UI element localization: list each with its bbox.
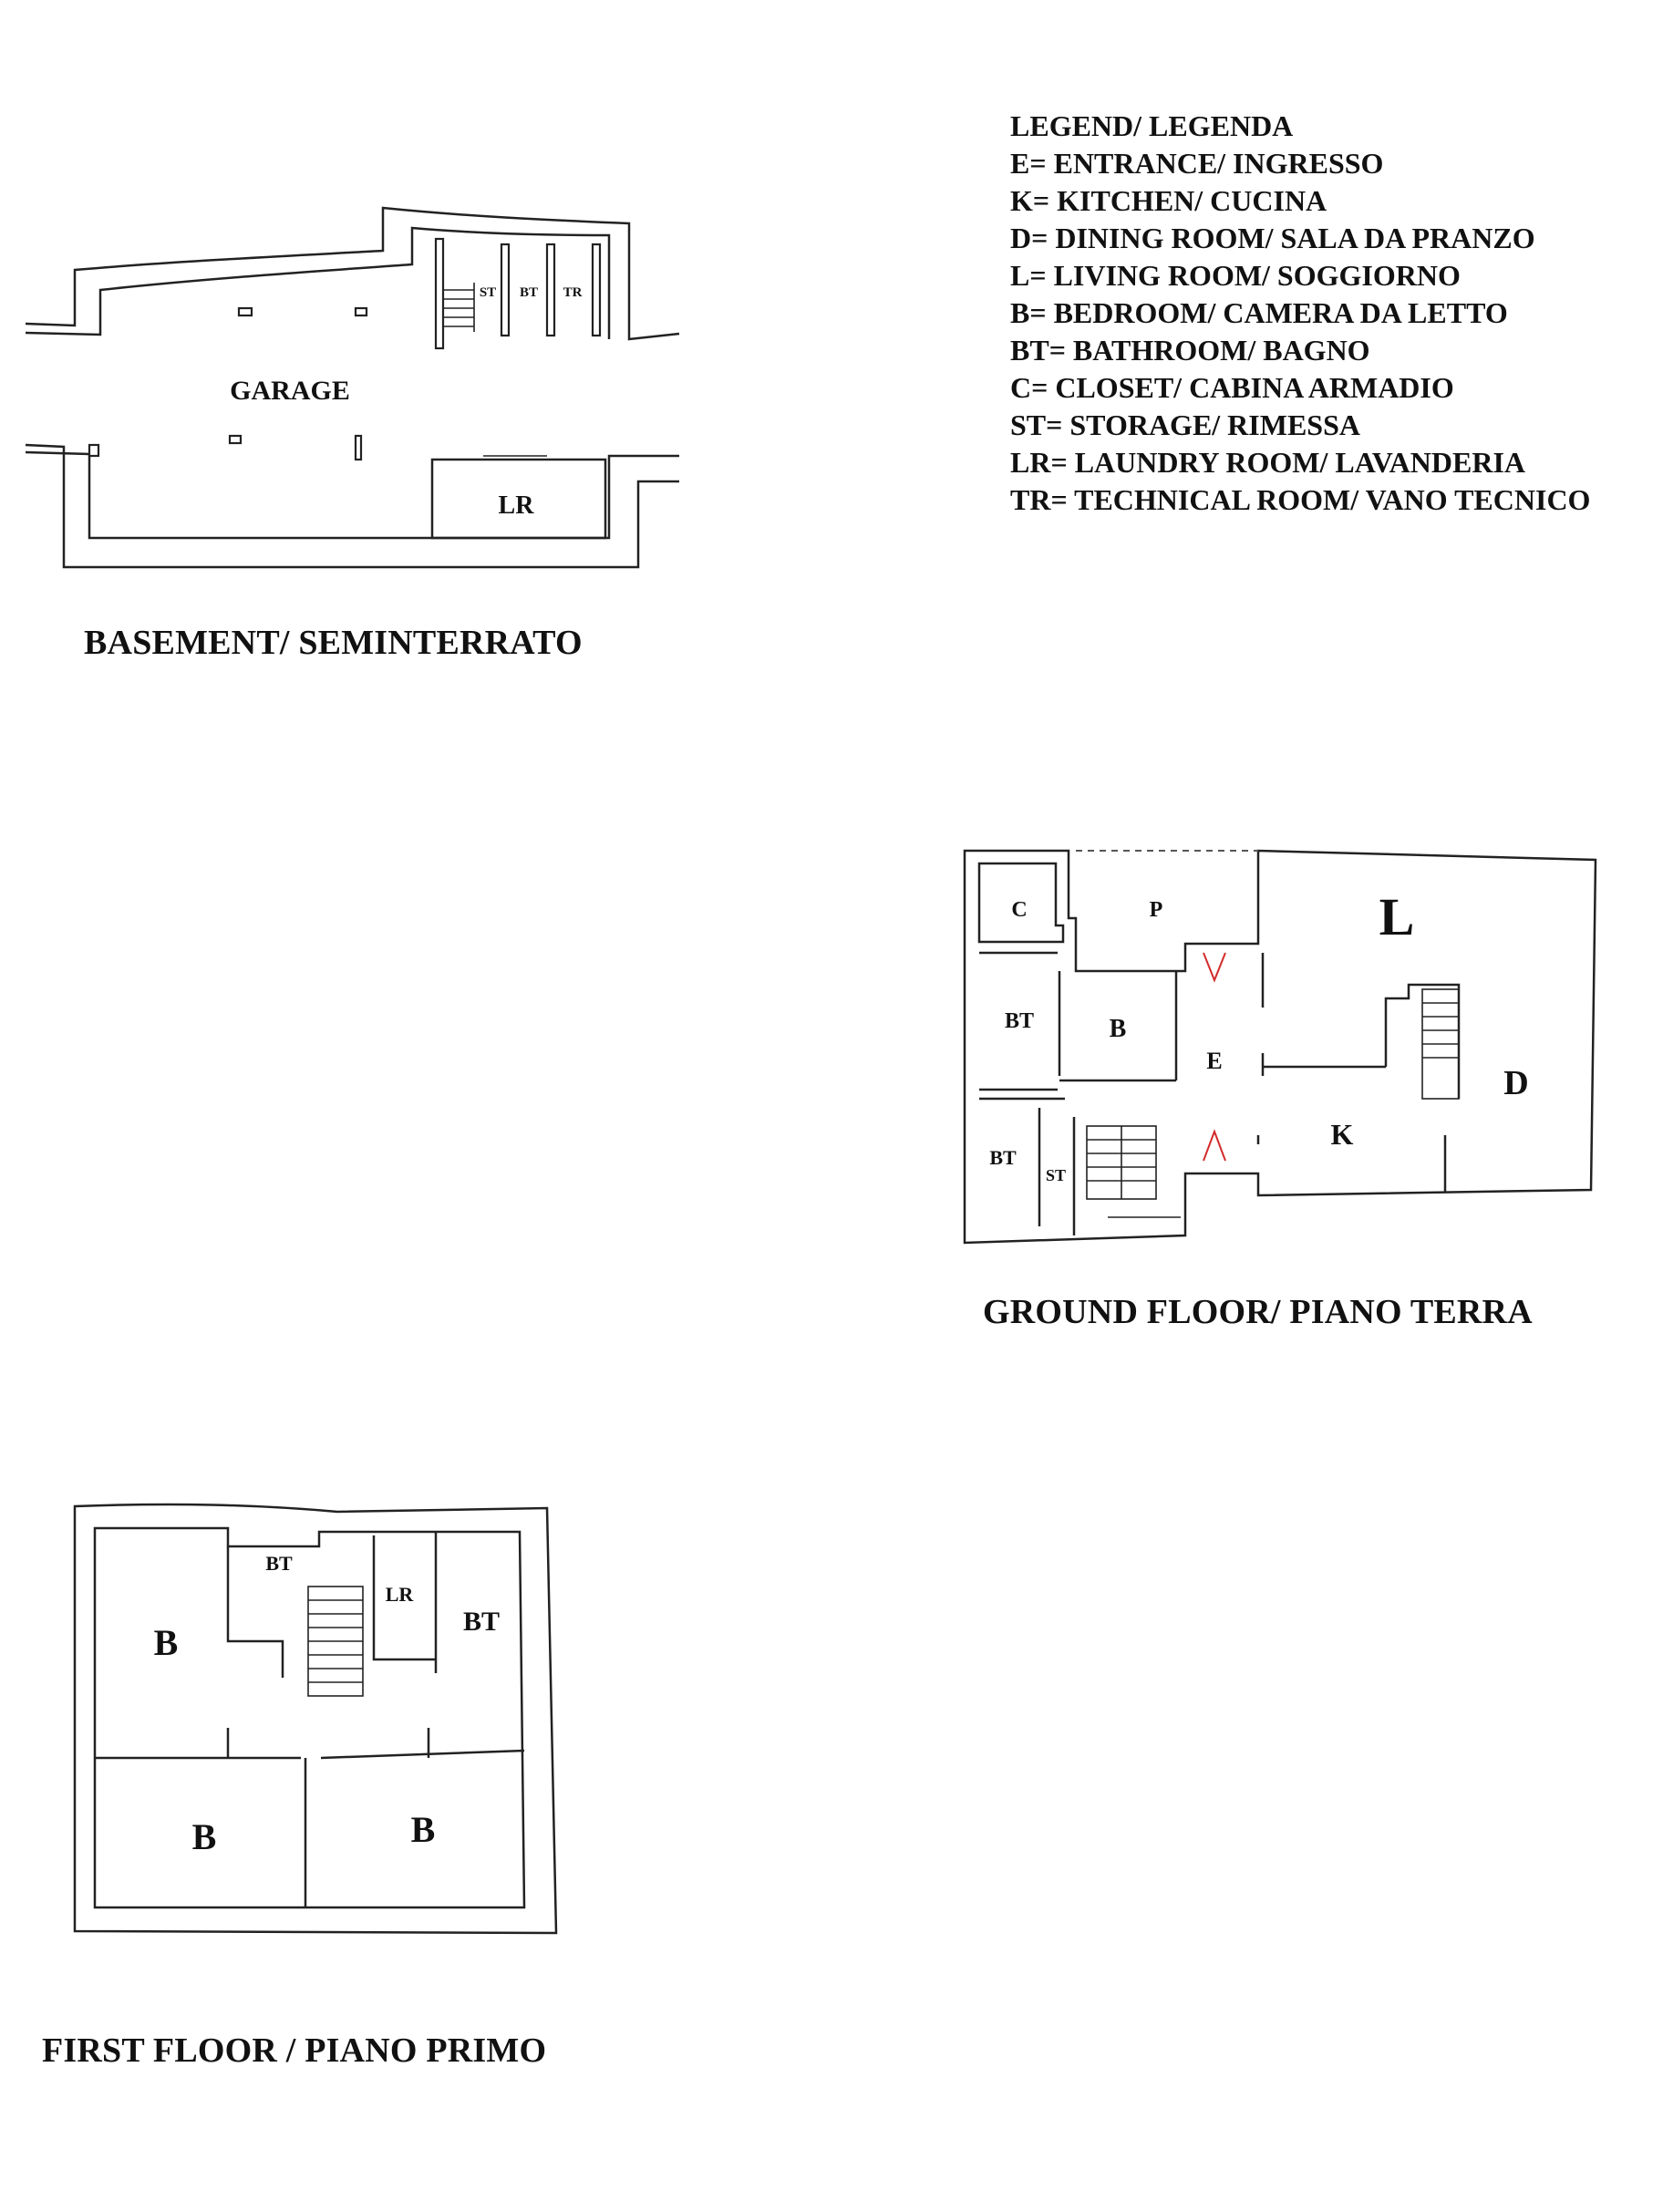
partition xyxy=(593,244,600,336)
legend-title: LEGEND/ LEGENDA xyxy=(1010,109,1294,142)
room-label-laundry: LR xyxy=(498,491,534,520)
first-floor-caption: FIRST FLOOR / PIANO PRIMO xyxy=(42,2031,547,2070)
room-label-storage: ST xyxy=(1045,1166,1067,1184)
legend xyxy=(1010,108,1590,519)
legend-item: ST= STORAGE/ RIMESSA xyxy=(1010,408,1360,441)
partition xyxy=(436,239,443,348)
room-label-bathroom-1: BT xyxy=(1004,1009,1035,1033)
legend-item: D= DINING ROOM/ SALA DA PRANZO xyxy=(1010,222,1535,254)
stair-icon xyxy=(1422,989,1459,1099)
ground-floor-drawing xyxy=(948,834,1605,1263)
room-label-bathroom-2: BT xyxy=(989,1146,1017,1169)
room-label-closet: C xyxy=(1011,898,1028,922)
partition xyxy=(547,244,554,336)
ground-floor-plan xyxy=(948,834,1605,1263)
basement-caption: BASEMENT/ SEMINTERRATO xyxy=(84,624,583,662)
column xyxy=(230,436,241,443)
room-label-porch: P xyxy=(1149,898,1163,922)
door-mark xyxy=(1203,1132,1225,1161)
room-label-technical: TR xyxy=(563,285,583,300)
room-label-bedroom-1: B xyxy=(153,1622,179,1663)
column xyxy=(356,436,361,460)
legend-item: B= BEDROOM/ CAMERA DA LETTO xyxy=(1010,296,1508,329)
column xyxy=(89,445,98,456)
first-floor-drawing xyxy=(64,1495,574,1951)
room-label-living: L xyxy=(1379,887,1415,946)
basement-plan xyxy=(0,0,711,602)
legend-item: TR= TECHNICAL ROOM/ VANO TECNICO xyxy=(1010,483,1591,516)
stair-icon xyxy=(308,1587,363,1696)
column xyxy=(356,308,367,315)
legend-item: LR= LAUNDRY ROOM/ LAVANDERIA xyxy=(1010,446,1526,479)
ground-floor-caption: GROUND FLOOR/ PIANO TERRA xyxy=(983,1293,1533,1331)
room-label-laundry: LR xyxy=(385,1583,414,1606)
room-label-garage: GARAGE xyxy=(230,376,350,406)
door-mark xyxy=(1203,953,1225,980)
stair-icon xyxy=(443,283,474,332)
room-label-bathroom-1: BT xyxy=(265,1552,293,1575)
room-label-bathroom: BT xyxy=(519,285,539,300)
legend-item: BT= BATHROOM/ BAGNO xyxy=(1010,334,1370,367)
room-label-bedroom-3: B xyxy=(410,1809,436,1850)
room-label-kitchen: K xyxy=(1330,1118,1354,1151)
basement-drawing xyxy=(0,0,711,602)
room-label-storage: ST xyxy=(479,285,497,300)
room-label-bedroom: B xyxy=(1109,1015,1127,1043)
stair-icon xyxy=(1087,1126,1181,1217)
legend-item: K= KITCHEN/ CUCINA xyxy=(1010,184,1327,217)
legend-item: L= LIVING ROOM/ SOGGIORNO xyxy=(1010,259,1461,292)
room-label-bathroom-2: BT xyxy=(462,1607,501,1637)
room-label-dining: D xyxy=(1503,1064,1529,1102)
room-label-entrance: E xyxy=(1206,1048,1223,1074)
first-floor-plan xyxy=(64,1495,574,1951)
room-label-bedroom-2: B xyxy=(191,1816,217,1857)
legend-item: E= ENTRANCE/ INGRESSO xyxy=(1010,147,1384,180)
column xyxy=(239,308,252,315)
partition xyxy=(501,244,509,336)
legend-item: C= CLOSET/ CABINA ARMADIO xyxy=(1010,371,1454,404)
